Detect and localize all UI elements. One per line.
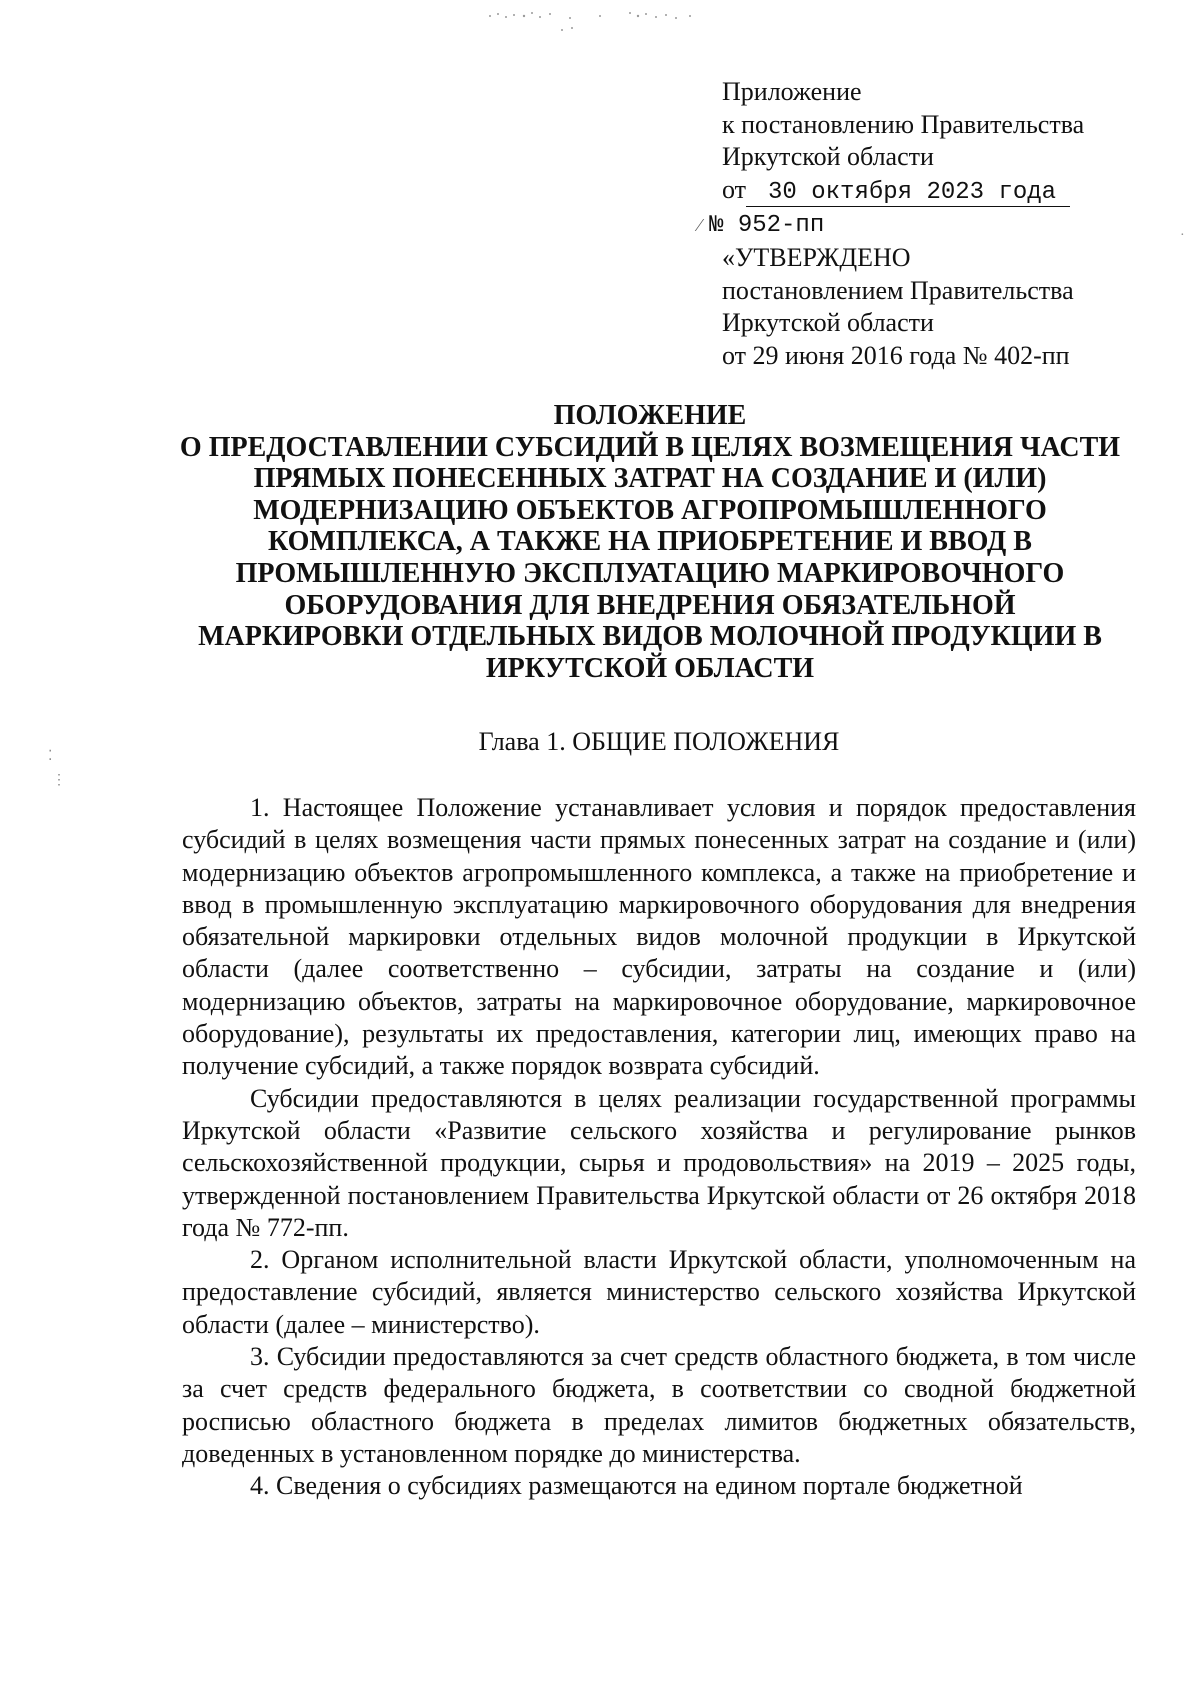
resolution-date — [722, 174, 1162, 207]
title-line: КОМПЛЕКСА, А ТАКЖЕ НА ПРИОБРЕТЕНИЕ И ВВОД В — [268, 526, 1032, 558]
document-title — [150, 400, 1150, 684]
approved-by: постановлением Правительства — [722, 275, 1074, 305]
scan-noise — [480, 4, 780, 34]
scan-mark: · — [1180, 228, 1185, 243]
paragraph: 4. Сведения о субсидиях размещаются на едином портале бюджетной — [250, 1471, 1023, 1501]
title-line: МАРКИРОВКИ ОТДЕЛЬНЫХ ВИДОВ МОЛОЧНОЙ ПРОДУКЦИИ В — [198, 621, 1102, 653]
paragraph: Субсидии предоставляются в целях реализации государственной программы Иркутской области «Развитие сельского хозяйства и регулирование рынков сельскохозяйственной продукции, сырья и продовольствия» на 2019 – 2025 годы, утвержденной постановлением Правительства Иркутской области от 26 октября 2018 года № 772-пп. — [182, 1083, 1136, 1242]
document-body — [182, 792, 1136, 1503]
title-line: МОДЕРНИЗАЦИЮ ОБЪЕКТОВ АГРОПРОМЫШЛЕННОГО — [253, 494, 1047, 526]
approved-region: Иркутской области — [722, 308, 934, 337]
title-line: ИРКУТСКОЙ ОБЛАСТИ — [485, 652, 815, 684]
paragraph: 3. Субсидии предоставляются за счет средств областного бюджета, в том числе за счет средств федерального бюджета, в соответствии со сводной бюджетной росписью областного бюджета в пределах лимитов бюджетных обязательств, доведенных в установленном порядке до министерства. — [182, 1342, 1136, 1468]
title-line: ОБОРУДОВАНИЯ ДЛЯ ВНЕДРЕНИЯ ОБЯЗАТЕЛЬНОЙ — [284, 589, 1016, 621]
paragraph: 2. Органом исполнительной власти Иркутской области, уполномоченным на предоставление субсидий, является министерство сельского хозяйства Иркутской области (далее – министерство). — [182, 1245, 1136, 1339]
title-line: ПОЛОЖЕНИЕ — [553, 400, 747, 431]
title-line: ПРОМЫШЛЕННУЮ ЭКСПЛУАТАЦИЮ МАРКИРОВОЧНОГО — [235, 557, 1065, 589]
scan-mark: ⋮ — [52, 773, 66, 788]
date-value: 30 октября 2023 года — [746, 180, 1070, 207]
date-prefix: от — [722, 174, 747, 204]
approved-label: «УТВЕРЖДЕНО — [722, 243, 911, 272]
title-line: О ПРЕДОСТАВЛЕНИИ СУБСИДИЙ В ЦЕЛЯХ ВОЗМЕЩЕНИЯ ЧАСТИ — [179, 431, 1121, 463]
approval-header — [698, 76, 1162, 372]
resolution-label: к постановлению Правительства — [722, 109, 1085, 139]
chapter-heading: Глава 1. ОБЩИЕ ПОЛОЖЕНИЯ — [478, 727, 840, 756]
resolution-number: № 952-пп — [709, 211, 825, 239]
margin-tick: ⁄ — [698, 214, 702, 235]
resolution-number-row — [698, 207, 1162, 243]
appendix-label: Приложение — [722, 77, 862, 106]
region-label: Иркутской области — [722, 142, 934, 171]
scan-mark: ⁚ — [48, 749, 53, 764]
title-line: ПРЯМЫХ ПОНЕСЕННЫХ ЗАТРАТ НА СОЗДАНИЕ И (ИЛИ) — [253, 463, 1047, 495]
paragraph: 1. Настоящее Положение устанавливает условия и порядок предоставления субсидий в целях возмещения части прямых понесенных затрат на создание и (или) модернизацию объектов агропромышленного комплекса, а также на приобретение и ввод в промышленную эксплуатацию маркировочного оборудования для внедрения обязательной маркировки отдельных видов молочной продукции в Иркутской области (далее соответственно – субсидии, затраты на создание и (или) модернизацию объектов, затраты на маркировочное оборудование, маркировочное оборудование), результаты их предоставления, категории лиц, имеющих право на получение субсидий, а также порядок возврата субсидий. — [182, 793, 1136, 1081]
approved-date: от 29 июня 2016 года № 402-пп — [722, 340, 1070, 370]
